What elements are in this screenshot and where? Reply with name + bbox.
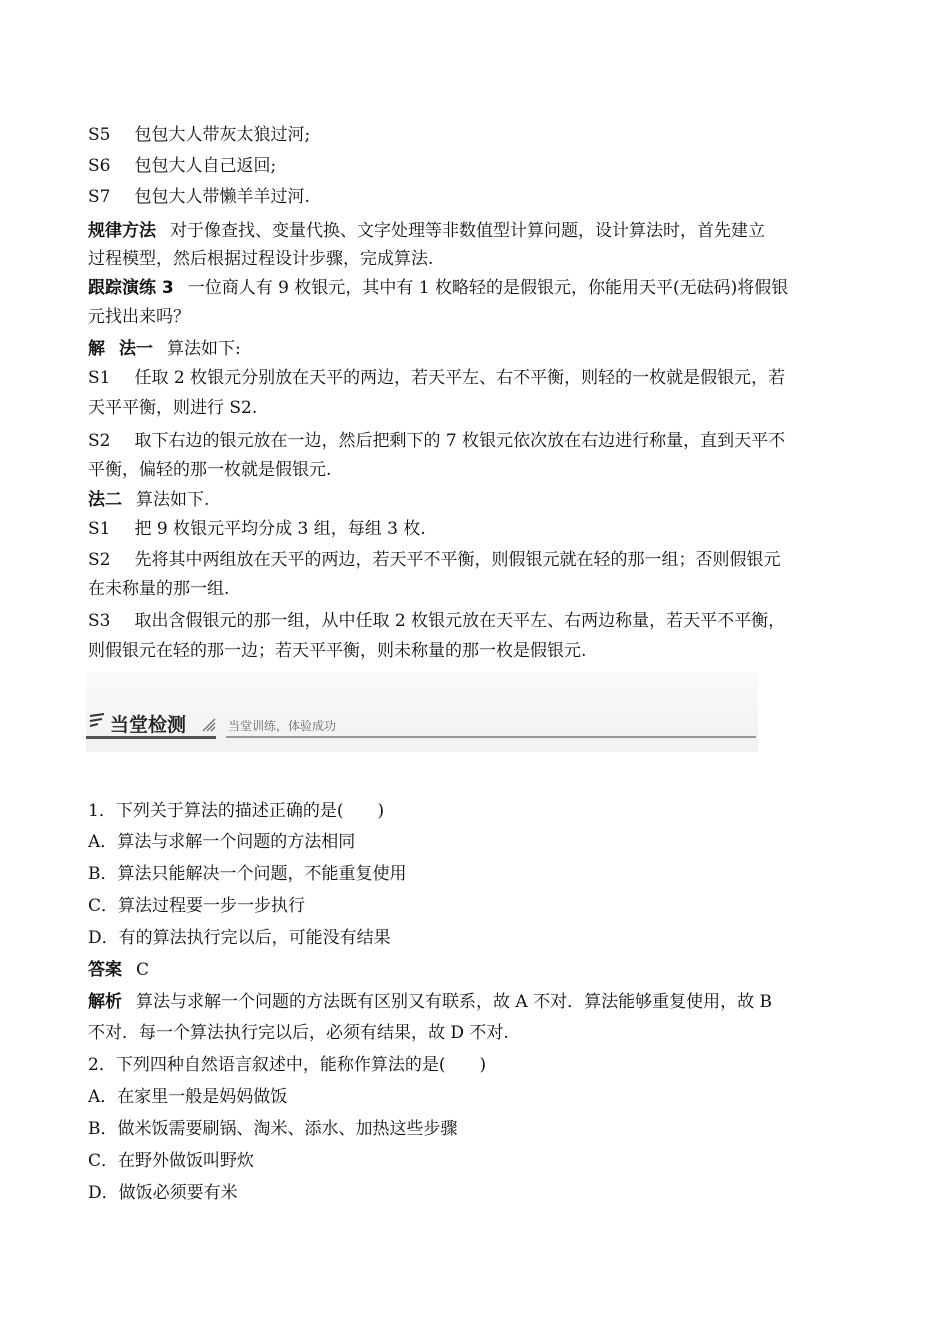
method-text: 对于像查找、变量代换、文字处理等非数值型计算问题，设计算法时，首先建立: [170, 221, 765, 241]
f1-s2-line-2: [88, 459, 331, 481]
f2-s3-line-1: [88, 610, 785, 632]
solution-label: 解: [88, 339, 105, 359]
step-text: 取出含假银元的那一组，从中任取 2 枚银元放在天平左、右两边称量，若天平不平衡，: [134, 611, 786, 631]
q1-answer: [88, 959, 149, 981]
step-text: 平衡，偏轻的那一枚就是假银元.: [88, 460, 332, 480]
method-line-2: [88, 248, 433, 270]
f2-s3-line-2: [88, 640, 586, 662]
method-two-text: 算法如下.: [136, 490, 210, 510]
step-text: 取下右边的银元放在一边，然后把剩下的 7 枚银元依次放在右边进行称量，直到天平不: [134, 431, 786, 451]
q1-option-a: A．算法与求解一个问题的方法相同: [88, 832, 356, 852]
step-label: S1: [88, 368, 111, 388]
q2-option-b: B．做米饭需要刷锅、淘米、添水、加热这些步骤: [88, 1119, 458, 1139]
step-text: 在未称量的那一组.: [88, 579, 230, 599]
step-label: S6: [88, 156, 111, 176]
step-label: S1: [88, 519, 111, 539]
banner-title-block: [86, 708, 216, 739]
lines-icon: [88, 712, 106, 735]
section-banner: [86, 672, 758, 752]
step-label: S3: [88, 611, 111, 631]
step-text: 天平平衡，则进行 S2.: [88, 398, 258, 418]
exercise-label: 跟踪演练 3: [88, 278, 174, 298]
q2-option-d: D．做饭必须要有米: [88, 1183, 238, 1203]
method-one-label: 法一: [119, 339, 153, 359]
method-one-text: 算法如下:: [167, 339, 241, 359]
method-label: 规律方法: [88, 221, 156, 241]
f1-s1-line-1: [88, 367, 785, 389]
step-s6: [88, 155, 276, 177]
q1-option-c: C．算法过程要一步一步执行: [88, 896, 306, 916]
exercise-text: 元找出来吗？: [88, 307, 190, 327]
q1-option-d: D．有的算法执行完以后，可能没有结果: [88, 928, 391, 948]
step-s5: [88, 124, 310, 146]
exercise-text: 一位商人有 9 枚银元，其中有 1 枚略轻的是假银元，你能用天平(无砝码)将假银: [187, 278, 789, 298]
method-text: 过程模型，然后根据过程设计步骤，完成算法.: [88, 249, 434, 269]
step-text: 包包大人带懒羊羊过河.: [134, 187, 310, 207]
answer-value: C: [136, 960, 150, 980]
f1-s1-line-2: [88, 397, 257, 419]
f2-s2-line-1: [88, 549, 780, 571]
q1-analysis-line-1: [88, 991, 772, 1013]
banner-subtitle-block: [226, 717, 756, 738]
q1-analysis-line-2: 不对．每一个算法执行完以后，必须有结果，故 D 不对.: [88, 1023, 509, 1043]
f2-s2-line-2: [88, 578, 229, 600]
q1-option-b: B．算法只能解决一个问题，不能重复使用: [88, 864, 407, 884]
analysis-text: 算法与求解一个问题的方法既有区别又有联系，故 A 不对．算法能够重复使用，故 B: [136, 992, 772, 1012]
method-two-label: 法二: [88, 490, 122, 510]
q2-option-c: C．在野外做饭叫野炊: [88, 1151, 255, 1171]
stripes-icon: [202, 716, 216, 737]
step-text: 任取 2 枚银元分别放在天平的两边，若天平左、右不平衡，则轻的一枚就是假银元，若: [134, 368, 786, 388]
step-label: S7: [88, 187, 111, 207]
step-label: S5: [88, 125, 111, 145]
answer-label: 答案: [88, 960, 122, 980]
banner-subtitle: 当堂训练，体验成功: [228, 719, 337, 733]
step-s7: [88, 186, 310, 208]
q1-stem: 1．下列关于算法的描述正确的是( ): [88, 801, 385, 821]
banner-title: 当堂检测: [110, 714, 187, 736]
step-text: 则假银元在轻的那一边；若天平平衡，则未称量的那一枚是假银元.: [88, 641, 587, 661]
step-text: 把 9 枚银元平均分成 3 组，每组 3 枚.: [134, 519, 426, 539]
step-label: S2: [88, 431, 111, 451]
method-line-1: [88, 220, 765, 242]
method-two-header: [88, 489, 209, 511]
step-text: 包包大人带灰太狼过河;: [134, 125, 311, 145]
exercise-line-2: [88, 306, 190, 328]
step-label: S2: [88, 550, 111, 570]
solution-header: [88, 338, 241, 360]
q2-stem: 2．下列四种自然语言叙述中，能称作算法的是( ): [88, 1055, 487, 1075]
step-text: 先将其中两组放在天平的两边，若天平不平衡，则假银元就在轻的那一组；否则假银元: [134, 550, 781, 570]
step-text: 包包大人自己返回;: [134, 156, 277, 176]
q2-option-a: A．在家里一般是妈妈做饭: [88, 1087, 288, 1107]
analysis-label: 解析: [88, 992, 122, 1012]
f2-s1-line-1: [88, 518, 426, 540]
exercise-line-1: [88, 277, 788, 299]
f1-s2-line-1: [88, 430, 785, 452]
